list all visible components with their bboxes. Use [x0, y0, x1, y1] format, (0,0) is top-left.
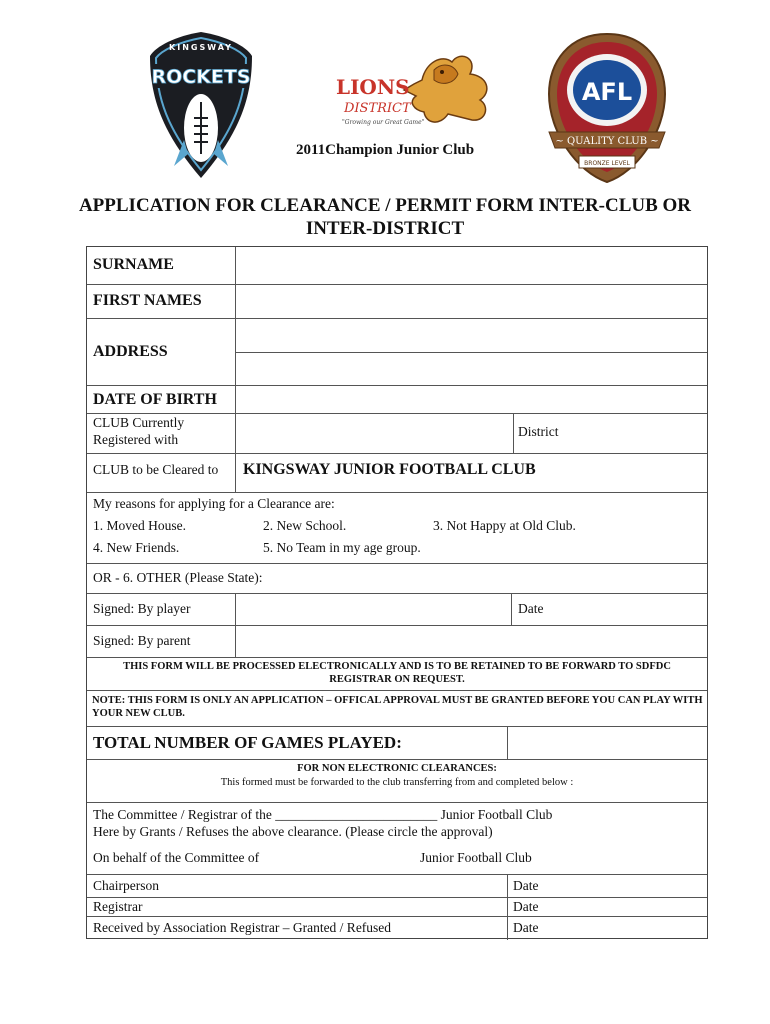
column-divider: [507, 726, 508, 759]
row-divider: [87, 413, 707, 414]
club-cleared-label: CLUB to be Cleared to: [93, 462, 219, 477]
reason-item: 2. New School.: [263, 518, 347, 533]
row-divider: [87, 453, 707, 454]
svg-text:~ QUALITY CLUB ~: ~ QUALITY CLUB ~: [555, 136, 659, 147]
surname-label: SURNAME: [93, 256, 174, 273]
club-current-label-2: Registered with: [93, 432, 179, 447]
junior-football-club-label: Junior Football Club: [420, 850, 532, 865]
non-electronic-subtitle: This formed must be forwarded to the club transferring from and completed below :: [220, 777, 574, 788]
chairperson-date-label: Date: [513, 878, 539, 893]
club-cleared-value: KINGSWAY JUNIOR FOOTBALL CLUB: [243, 461, 536, 478]
form-title: APPLICATION FOR CLEARANCE / PERMIT FORM INTER-CLUB OR INTER-DISTRICT: [78, 195, 692, 239]
column-divider: [507, 874, 508, 940]
row-divider: [87, 874, 707, 875]
row-divider: [87, 897, 707, 898]
row-divider: [87, 657, 707, 658]
column-divider: [235, 247, 236, 492]
svg-text:AFL: AFL: [581, 78, 633, 106]
row-divider: [87, 802, 707, 803]
player-date-label: Date: [518, 601, 544, 616]
reason-item: 4. New Friends.: [93, 540, 180, 555]
svg-text:LIONS: LIONS: [336, 75, 410, 99]
received-date-label: Date: [513, 920, 539, 935]
address-line-divider: [235, 352, 707, 353]
reason-item: 1. Moved House.: [93, 518, 186, 533]
reason-item: 5. No Team in my age group.: [263, 540, 421, 555]
svg-text:ROCKETS: ROCKETS: [151, 66, 251, 88]
svg-text:KINGSWAY: KINGSWAY: [169, 43, 233, 52]
registrar-label: Registrar: [93, 899, 143, 914]
row-divider: [87, 916, 707, 917]
approval-note: NOTE: THIS FORM IS ONLY AN APPLICATION – OFFICAL APPROVAL MUST BE GRANTED BEFORE YOU CAN PLAY WITH YOUR NEW CLUB.: [92, 695, 703, 719]
row-divider: [87, 318, 707, 319]
column-divider: [511, 593, 512, 625]
lions-district-logo: [330, 40, 496, 132]
svg-text:BRONZE LEVEL: BRONZE LEVEL: [584, 160, 630, 167]
committee-statement-2: Here by Grants / Refuses the above clearance. (Please circle the approval): [93, 824, 493, 839]
afl-quality-club-badge: [545, 32, 669, 184]
club-current-label: CLUB Currently: [93, 415, 185, 430]
reason-item: 3. Not Happy at Old Club.: [433, 518, 576, 533]
processing-notice: THIS FORM WILL BE PROCESSED ELECTRONICALLY AND IS TO BE RETAINED TO BE FORWARD TO SDFDC REGISTRAR ON REQUEST.: [123, 661, 671, 685]
registrar-date-label: Date: [513, 899, 539, 914]
address-label: ADDRESS: [93, 343, 168, 360]
row-divider: [87, 284, 707, 285]
row-divider: [87, 593, 707, 594]
row-divider: [87, 385, 707, 386]
on-behalf-label: On behalf of the Committee of: [93, 850, 260, 865]
row-divider: [87, 492, 707, 493]
column-divider: [513, 413, 514, 453]
non-electronic-title: FOR NON ELECTRONIC CLEARANCES:: [297, 763, 497, 774]
champion-caption: 2011Champion Junior Club: [295, 142, 475, 158]
other-reason-label: OR - 6. OTHER (Please State):: [93, 570, 263, 585]
row-divider: [87, 726, 707, 727]
clearance-form-table: [86, 246, 708, 939]
svg-text:DISTRICT: DISTRICT: [344, 101, 411, 116]
signed-parent-label: Signed: By parent: [93, 633, 191, 648]
column-divider: [235, 593, 236, 657]
row-divider: [87, 625, 707, 626]
svg-text:"Growing our Great Game": "Growing our Great Game": [342, 119, 425, 126]
row-divider: [87, 563, 707, 564]
received-by-label: Received by Association Registrar – Granted / Refused: [93, 920, 392, 935]
first-names-label: FIRST NAMES: [93, 292, 202, 309]
row-divider: [87, 690, 707, 691]
row-divider: [87, 759, 707, 760]
date-of-birth-label: DATE OF BIRTH: [93, 391, 217, 408]
chairperson-label: Chairperson: [93, 878, 159, 893]
reasons-intro: My reasons for applying for a Clearance are:: [93, 496, 335, 511]
total-games-label: TOTAL NUMBER OF GAMES PLAYED:: [93, 733, 402, 752]
committee-statement: The Committee / Registrar of the ________________________ Junior Football Club: [93, 807, 553, 822]
district-label: District: [518, 424, 559, 439]
signed-player-label: Signed: By player: [93, 601, 191, 616]
